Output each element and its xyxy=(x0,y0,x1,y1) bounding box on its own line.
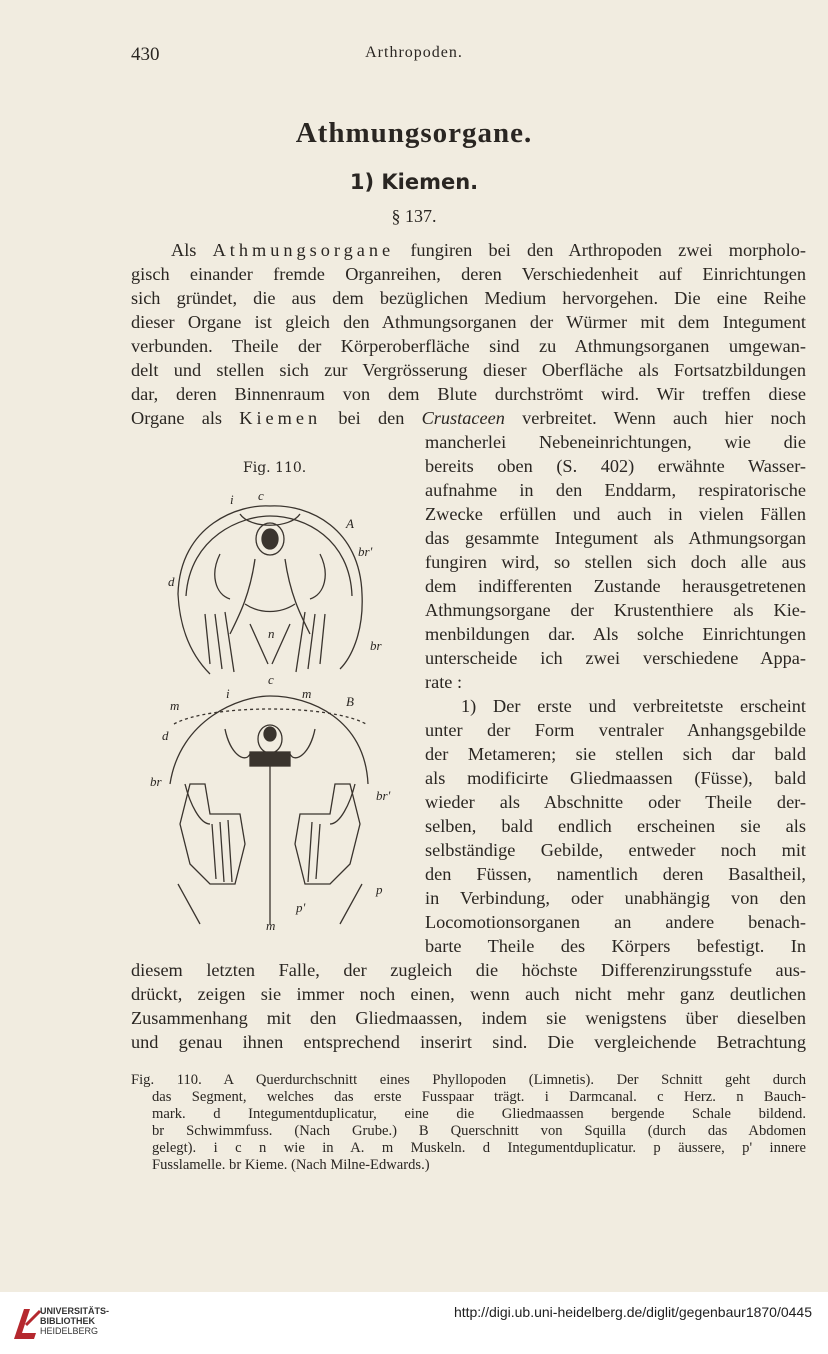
fig-a-label-i: i xyxy=(230,492,234,507)
text-line: Athmungsorgane der Krustenthiere als Kie- xyxy=(425,600,806,620)
paragraph-number: § 137. xyxy=(391,206,437,226)
fig-b-label-br-prime: br' xyxy=(376,788,391,803)
fig-a-label-A: A xyxy=(346,516,354,531)
fig-b-label-m-bottom: m xyxy=(266,918,276,933)
text-line: diesem letzten Falle, der zugleich die höchste Differenzirungsstufe aus- xyxy=(131,960,806,980)
fig-b-label-m-top: m xyxy=(302,686,312,701)
page-number: 430 xyxy=(131,44,160,65)
text-line: barte Theile des Körpers befestigt. In xyxy=(425,936,806,956)
fig-a-label-c: c xyxy=(258,488,264,503)
text-line: Zwecke erfüllen und auch in vielen Fällen xyxy=(425,504,806,524)
text-line: gisch einander fremde Organreihen, deren Verschiedenheit auf Einrichtungen xyxy=(131,264,806,284)
text-line: den Füssen, namentlich deren Basaltheil, xyxy=(425,864,806,884)
text-line: aufnahme in den Enddarm, respiratorische xyxy=(425,480,806,500)
text-line: dem indifferenten Zustande herausgetretenen xyxy=(425,576,806,596)
text-line: mancherlei Nebeneinrichtungen, wie die xyxy=(425,432,806,452)
source-url-link[interactable]: http://digi.ub.uni-heidelberg.de/diglit/gegenbaur1870/0445 xyxy=(453,1304,812,1320)
text-line: Als Athmungsorgane fungiren bei den Arthropoden zwei morpholo- xyxy=(171,240,806,260)
text-line: fungiren wird, so stellen sich doch alle aus xyxy=(425,552,806,572)
text-line: unterscheide ich zwei verschiedene Appa- xyxy=(425,648,806,668)
text-line: verbunden. Theile der Körperoberfläche sind zu Athmungsorganen umgewan- xyxy=(131,336,806,356)
fig-b-label-p: p xyxy=(376,882,383,897)
text-line: 1) Der erste und verbreitetste erscheint xyxy=(461,696,806,716)
caption-line: mark. d Integumentduplicatur, eine die Gliedmaassen bergende Schale bildend. xyxy=(152,1106,806,1122)
text-line: Organe als Kiemen bei den Crustaceen verbreitet. Wenn auch hier noch xyxy=(131,408,806,428)
figure-label: Fig. 110. xyxy=(243,460,307,476)
caption-line: br Schwimmfuss. (Nach Grube.) B Querschnitt von Squilla (durch das Abdomen xyxy=(152,1123,806,1139)
figure-b-drawing xyxy=(170,696,368,924)
text-line: dieser Organe ist gleich den Athmungsorganen der Würmer mit dem Integument xyxy=(131,312,806,332)
text-line: sich gründet, die aus dem bezüglichen Medium hervorgehen. Die eine Reihe xyxy=(131,288,806,308)
text-line: als modificirte Gliedmaassen (Füsse), bald xyxy=(425,768,806,788)
text-line: rate : xyxy=(425,672,463,692)
fig-b-label-d: d xyxy=(162,728,169,743)
text-line: der Metameren; sie stellen sich dar bald xyxy=(425,744,806,764)
text-line: und genau ihnen entsprechend inserirt sind. Die vergleichende Betrachtung xyxy=(131,1032,806,1052)
fig-b-label-br: br xyxy=(150,774,162,789)
fig-b-label-c: c xyxy=(268,672,274,687)
fig-b-label-m-left: m xyxy=(170,698,180,713)
text-line: menbildungen dar. Als solche Einrichtungen xyxy=(425,624,806,644)
chapter-title: Athmungsorgane. xyxy=(295,117,533,149)
caption-line: das Segment, welches das erste Fusspaar trägt. i Darmcanal. c Herz. n Bauch- xyxy=(152,1089,806,1105)
caption-line: Fig. 110. A Querdurchschnitt eines Phyllopoden (Limnetis). Der Schnitt geht durch xyxy=(131,1072,806,1088)
caption-line: gelegt). i c n wie in A. m Muskeln. d Integumentduplicatur. p äussere, p' innere xyxy=(152,1140,806,1156)
text-line: delt und stellen sich zur Vergrösserung dieser Oberfläche als Fortsatzbildungen xyxy=(131,360,806,380)
text-line: wieder als Abschnitte oder Theile der- xyxy=(425,792,806,812)
text-line: in Verbindung, oder unabhängig von den xyxy=(425,888,806,908)
text-line: Locomotionsorganen an andere benach- xyxy=(425,912,806,932)
text-line: drückt, zeigen sie immer noch einen, wenn auch nicht mehr ganz deutlichen xyxy=(131,984,806,1004)
text-line: das gesammte Integument als Athmungsorgan xyxy=(425,528,806,548)
fig-a-label-br: br xyxy=(370,638,382,653)
section-subtitle: 1) Kiemen. xyxy=(349,170,479,194)
fig-b-label-p-prime: p' xyxy=(296,900,306,915)
caption-line: Fusslamelle. br Kieme. (Nach Milne-Edwards.) xyxy=(152,1157,430,1173)
fig-b-label-B: B xyxy=(346,694,354,709)
fig-a-label-n: n xyxy=(268,626,275,641)
text-line: selbständige Gebilde, entweder noch mit xyxy=(425,840,806,860)
text-line: selben, bald endlich erscheinen sie als xyxy=(425,816,806,836)
text-line: dar, deren Binnenraum von dem Blute durchströmt wird. Wir treffen diese xyxy=(131,384,806,404)
text-line: unter der Form ventraler Anhangsgebilde xyxy=(425,720,806,740)
fig-a-label-br-prime: br' xyxy=(358,544,373,559)
library-logo-text: UNIVERSITÄTS- BIBLIOTHEK HEIDELBERG xyxy=(40,1306,110,1336)
fig-a-label-d: d xyxy=(168,574,175,589)
text-line: Zusammenhang mit den Gliedmaassen, indem sie wenigstens über dieselben xyxy=(131,1008,806,1028)
figure-110-illustration xyxy=(150,484,410,944)
figure-a-drawing xyxy=(178,506,362,674)
running-head: Arthropoden. xyxy=(365,44,463,61)
fig-b-label-i: i xyxy=(226,686,230,701)
text-line: bereits oben (S. 402) erwähnte Wasser- xyxy=(425,456,806,476)
